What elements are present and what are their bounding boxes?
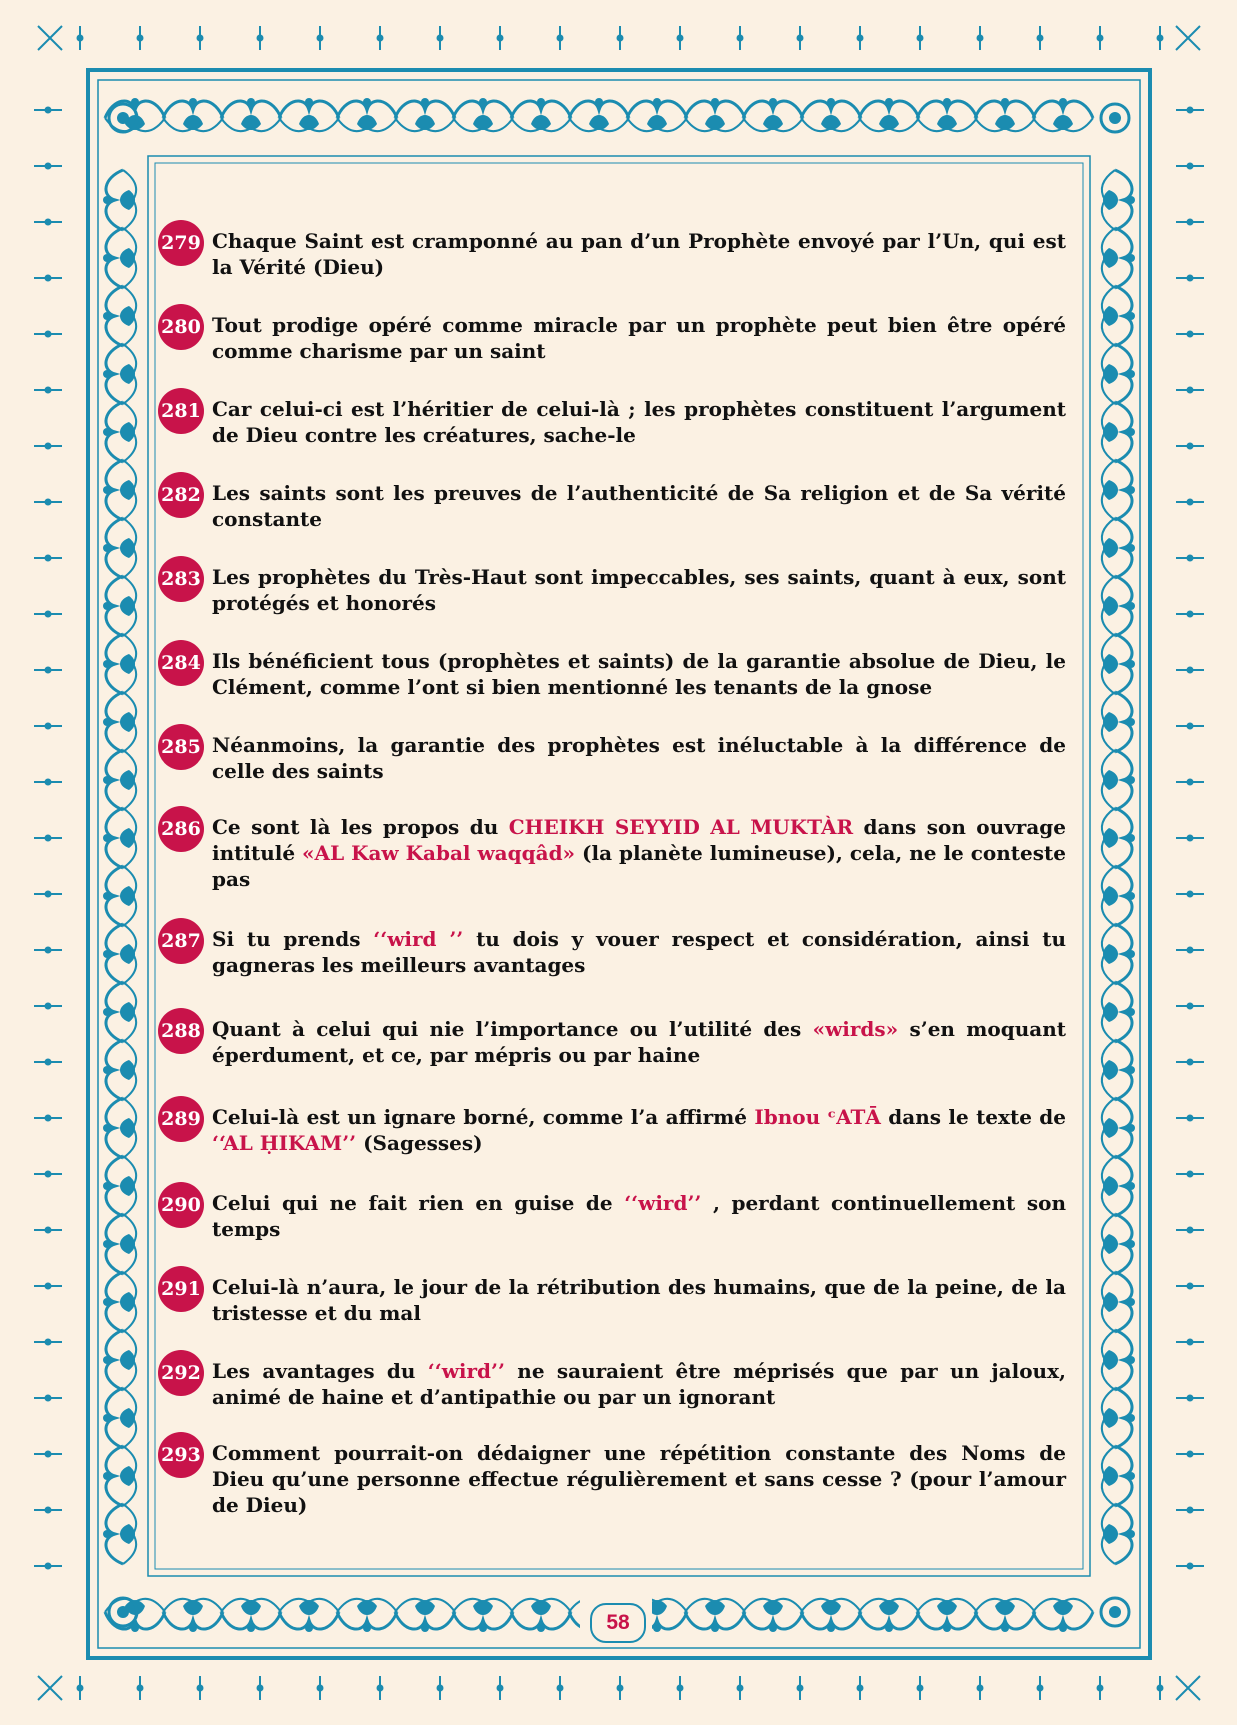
verse-281 (158, 396, 1066, 448)
verse-number-badge: 288 (158, 1008, 204, 1054)
verse-number-badge: 283 (158, 556, 204, 602)
verse-number-badge: 281 (158, 388, 204, 434)
highlighted-term: «AL Kaw Kabal waqqâd» (302, 841, 576, 865)
verse-number-badge: 286 (158, 806, 204, 852)
verse-text (212, 1190, 1066, 1242)
verse-text-segment: Car celui-ci est l’héritier de celui-là ; les prophètes constituent l’argument de Dieu contre les créatures, sache-le (212, 397, 1066, 447)
verse-number-badge: 290 (158, 1182, 204, 1228)
verse-284 (158, 648, 1066, 700)
verse-text-segment: Les prophètes du Très-Haut sont impeccables, ses saints, quant à eux, sont protégés et honorés (212, 565, 1066, 615)
verse-text-segment: Tout prodige opéré comme miracle par un prophète peut bien être opéré comme charisme par un saint (212, 313, 1066, 363)
highlighted-term: ‘‘wird’’ (624, 1191, 702, 1215)
verse-text-segment: dans le texte de (880, 1105, 1066, 1129)
verse-text-segment: (la planète lumineuse), cela, ne le conteste pas (212, 841, 1066, 891)
verse-number-badge: 282 (158, 472, 204, 518)
verse-text-segment: tu dois y vouer respect et considération, ainsi tu gagneras les meilleurs avantages (212, 927, 1066, 977)
verse-number-badge: 292 (158, 1350, 204, 1396)
verse-291 (158, 1274, 1066, 1326)
verse-288 (158, 1016, 1066, 1068)
verse-text (212, 228, 1066, 280)
verse-text-segment: Néanmoins, la garantie des prophètes est inéluctable à la différence de celle des saints (212, 733, 1066, 783)
verse-text (212, 648, 1066, 700)
verse-292 (158, 1358, 1066, 1410)
highlighted-term: «wirds» (812, 1017, 899, 1041)
verse-text-segment: , perdant continuellement son temps (212, 1191, 1066, 1241)
verse-text (212, 1440, 1066, 1518)
verse-number-badge: 280 (158, 304, 204, 350)
verse-text (212, 312, 1066, 364)
verse-text-segment: s’en moquant éperdument, et ce, par mépris ou par haine (212, 1017, 1067, 1067)
verse-text (212, 1358, 1066, 1410)
verse-text-segment: Chaque Saint est cramponné au pan d’un Prophète envoyé par l’Un, qui est la Vérité (Dieu) (212, 229, 1066, 279)
verse-text (212, 814, 1066, 892)
verse-283 (158, 564, 1066, 616)
verse-text (212, 396, 1066, 448)
verse-293 (158, 1440, 1066, 1518)
verse-text (212, 926, 1066, 978)
page-number: 58 (590, 1603, 646, 1643)
verse-282 (158, 480, 1066, 532)
verse-number-badge: 284 (158, 640, 204, 686)
highlighted-term: CHEIKH SEYYID AL MUKTÀR (508, 815, 854, 839)
verse-text-segment: Quant à celui qui nie l’importance ou l’utilité des (212, 1017, 813, 1041)
verse-text (212, 564, 1066, 616)
verse-text-segment: Les avantages du (212, 1359, 428, 1383)
highlighted-term: Ibnou ᶜATĀ (754, 1105, 881, 1129)
verse-285 (158, 732, 1066, 784)
verse-text-segment: ne sauraient être méprisés que par un jaloux, animé de haine et d’antipathie ou par un ignorant (212, 1359, 1066, 1409)
verse-text-segment: Si tu prends (212, 927, 374, 951)
verse-text-segment: Comment pourrait-on dédaigner une répétition constante des Noms de Dieu qu’une personne effectue régulièrement et sans cesse ? (pour l’amour de Dieu) (212, 1441, 1066, 1517)
verse-289 (158, 1104, 1066, 1156)
verse-280 (158, 312, 1066, 364)
highlighted-term: ‘‘wird ’’ (373, 927, 464, 951)
verse-number-badge: 291 (158, 1266, 204, 1312)
verse-text-segment: dans son ouvrage intitulé (212, 815, 1067, 865)
verse-290 (158, 1190, 1066, 1242)
verse-text-segment: Les saints sont les preuves de l’authenticité de Sa religion et de Sa vérité constante (212, 481, 1066, 531)
verse-number-badge: 289 (158, 1096, 204, 1142)
verse-text-segment: (Sagesses) (356, 1131, 483, 1155)
verse-287 (158, 926, 1066, 978)
verse-text (212, 1104, 1066, 1156)
verse-text-segment: Celui qui ne fait rien en guise de (212, 1191, 625, 1215)
verse-286 (158, 814, 1066, 892)
verse-text (212, 732, 1066, 784)
verse-text-segment: Celui-là n’aura, le jour de la rétribution des humains, que de la peine, de la tristesse et du mal (212, 1275, 1066, 1325)
verse-number-badge: 285 (158, 724, 204, 770)
verse-number-badge: 293 (158, 1432, 204, 1478)
verse-number-badge: 287 (158, 918, 204, 964)
verse-text-segment: Ce sont là les propos du (212, 815, 509, 839)
verse-text-segment: Ils bénéficient tous (prophètes et saints) de la garantie absolue de Dieu, le Clément, comme l’ont si bien mentionné les tenants de la gnose (212, 649, 1066, 699)
verse-text (212, 1274, 1066, 1326)
highlighted-term: ‘‘AL ḤIKAM’’ (212, 1131, 357, 1155)
verse-text (212, 480, 1066, 532)
verse-number-badge: 279 (158, 220, 204, 266)
highlighted-term: ‘‘wird’’ (427, 1359, 505, 1383)
verse-text-segment: Celui-là est un ignare borné, comme l’a affirmé (212, 1105, 755, 1129)
verse-279 (158, 228, 1066, 280)
verse-text (212, 1016, 1066, 1068)
